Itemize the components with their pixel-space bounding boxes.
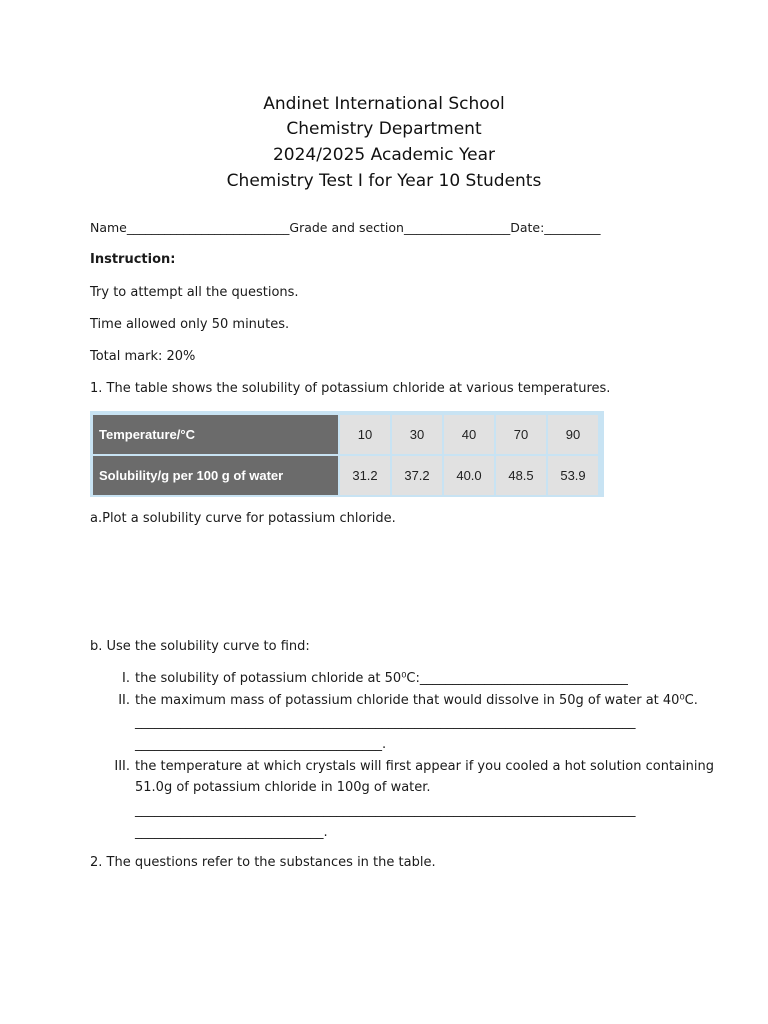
list-item-text: the solubility of potassium chloride at 50⁰C:________________________________ [135,671,628,686]
table-cell: 37.2 [392,456,442,495]
list-numeral: II. [118,693,130,708]
table-row [93,456,601,495]
answer-line: _____________________________________________________________________________ [135,715,636,730]
answer-line: ______________________________________. [135,737,387,752]
school-name: Andinet International School [263,94,505,114]
table-cell: 10 [340,415,390,454]
academic-year: 2024/2025 Academic Year [272,145,496,165]
list-item-text: 51.0g of potassium chloride in 100g of water. [135,780,431,795]
question-1b-text: b. Use the solubility curve to find: [90,639,310,654]
list-item-text: the maximum mass of potassium chloride that would dissolve in 50g of water at 40⁰C. [135,693,698,708]
table-row-header: Temperature/°C [93,415,338,454]
question-1a-text: a.Plot a solubility curve for potassium chloride. [90,511,396,526]
instruction-line: Try to attempt all the questions. [90,285,299,300]
list-item-text: the temperature at which crystals will first appear if you cooled a hot solution containing [135,759,714,774]
table-cell: 90 [548,415,598,454]
student-info-line: Name__________________________Grade and section_________________Date:_________ [90,220,601,235]
question-1-text: 1. The table shows the solubility of potassium chloride at various temperatures. [90,381,611,396]
instruction-heading: Instruction: [90,252,176,267]
table-row [93,415,601,454]
table-cell: 31.2 [340,456,390,495]
answer-line: _____________________________. [135,825,328,840]
department-name: Chemistry Department [286,119,482,139]
instruction-line: Time allowed only 50 minutes. [90,317,290,332]
question-2-text: 2. The questions refer to the substances in the table. [90,855,436,870]
table-cell: 70 [496,415,546,454]
answer-line: _____________________________________________________________________________ [135,803,636,818]
list-numeral: I. [122,671,130,686]
solubility-table [90,411,604,497]
table-cell: 30 [392,415,442,454]
table-cell: 40.0 [444,456,494,495]
list-numeral: III. [114,759,130,774]
table-cell: 53.9 [548,456,598,495]
instruction-line: Total mark: 20% [90,349,196,364]
table-cell: 40 [444,415,494,454]
table-cell: 48.5 [496,456,546,495]
test-title: Chemistry Test I for Year 10 Students [226,171,542,191]
table-row-header: Solubility/g per 100 g of water [93,456,338,495]
